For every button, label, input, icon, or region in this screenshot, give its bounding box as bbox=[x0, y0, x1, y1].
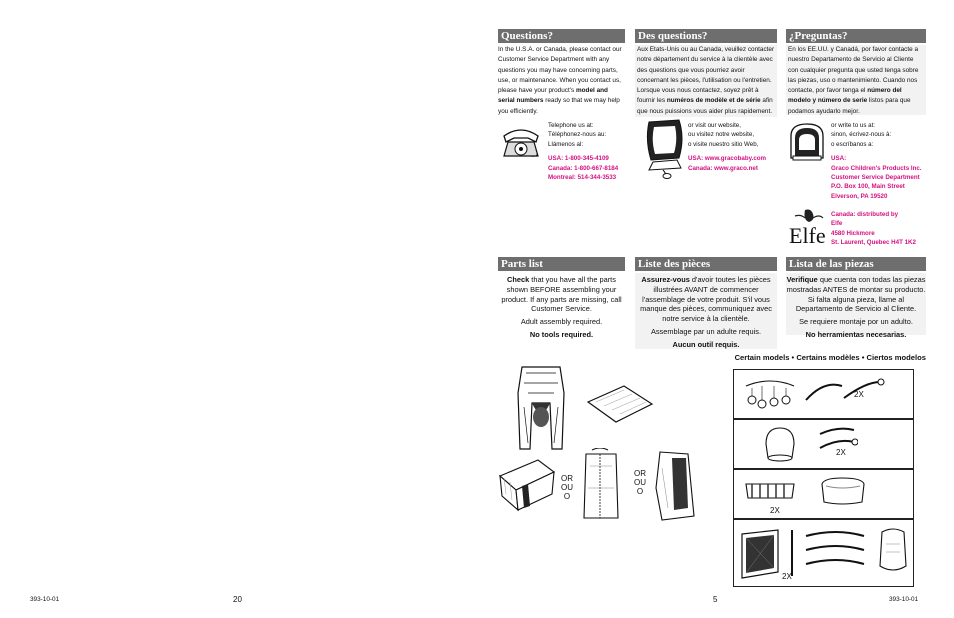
mobile-toys-illustration bbox=[740, 374, 800, 414]
mail-line: o escríbanos a: bbox=[831, 140, 874, 148]
no-tools-note: Aucun outil requis. bbox=[672, 339, 740, 349]
adult-assembly-note: Adult assembly required. bbox=[520, 317, 603, 327]
mail-address-line: Elverson, PA 19520 bbox=[831, 192, 888, 200]
parts-list-header-es: Lista de las piezas bbox=[786, 257, 926, 271]
web-line: o visite nuestro sitio Web, bbox=[688, 140, 759, 148]
footer-code-right: 393-10-01 bbox=[889, 596, 919, 603]
elfe-logo bbox=[787, 206, 827, 250]
phone-number-montreal: Montreal: 514-344-3533 bbox=[548, 174, 617, 182]
adult-assembly-note: Se requiere montaje por un adulto. bbox=[799, 317, 913, 327]
web-line: ou visitez notre website, bbox=[688, 131, 755, 139]
phone-contact bbox=[548, 121, 633, 182]
phone-line: Llámenos al: bbox=[548, 140, 584, 148]
parts-list-body-en: Check that you have all the parts shown BEFORE assembling your product. If any parts are missing, call Customer Service. Adult assembly required. No tools required. bbox=[498, 275, 625, 343]
mail-address-line: P.O. Box 100, Main Street bbox=[831, 183, 905, 191]
quantity-label: 2X bbox=[836, 448, 846, 457]
or-label: OR OU O bbox=[634, 469, 646, 496]
phone-line: Téléphonez-nous au: bbox=[548, 131, 607, 139]
quantity-label: 2X bbox=[854, 390, 864, 399]
canada-address-line: Elfe bbox=[831, 220, 843, 228]
parts-list-body-fr: Assurez-vous d'avoir toutes les pièces illustrées AVANT de commencer l'assemblage de votre produit. S'il vous manque des pièces, communiquez avec notre service à la clientèle. Assemblage par un adulte requis. Aucun outil requis. bbox=[635, 273, 777, 349]
playard-bag-illustration bbox=[652, 448, 698, 522]
quantity-label: 2X bbox=[770, 506, 780, 515]
parts-list-header-fr: Liste des pièces bbox=[635, 257, 777, 271]
canopy-accessory-box bbox=[733, 419, 914, 469]
website-link-usa[interactable]: USA: www.gracobaby.com bbox=[688, 155, 767, 163]
telephone-icon bbox=[500, 122, 542, 160]
questions-header-fr: Des questions? bbox=[635, 29, 777, 43]
mail-address-line: Customer Service Department bbox=[831, 174, 920, 182]
canada-address-line: St. Laurent, Quebec H4T 1K2 bbox=[831, 239, 916, 247]
page-number-right: 5 bbox=[713, 595, 718, 604]
questions-body-fr: Aux Etats-Unis ou au Canada, veuillez contacter notre département du service à la clientèle avec des questions que vous pourriez avoir concernant les pièces, l'utilisation ou l'entretien. Lorsque vous nous contactez, soyez prêt à fournir les numéros de modèle et de série afin que nous puissions vous aider plus rapidement. bbox=[635, 45, 777, 117]
mobile-arm-illustration bbox=[842, 376, 886, 402]
elfe-logo-text: Elfe bbox=[789, 223, 826, 248]
carry-bag-box-illustration bbox=[496, 456, 558, 514]
phone-line: Telephone us at: bbox=[548, 122, 594, 129]
mail-address-line: Graco Children's Products Inc. bbox=[831, 164, 922, 172]
web-contact bbox=[688, 121, 780, 173]
support-tube-illustration bbox=[788, 528, 796, 578]
or-label: OR OU O bbox=[561, 474, 573, 501]
questions-body-en: In the U.S.A. or Canada, please contact our Customer Service Department with any questions you may have concerning parts, use, or maintenance. When you contact us, please have your product's model and serial numbers ready so that we may help you efficiently. bbox=[498, 46, 622, 115]
parts-list-body-es: Verifique que cuenta con todas las piezas mostradas ANTES de montar su producto. Si falta alguna pieza, llame al Departamento de Servicio al Cliente. Se requiere montaje por un adulto. No herramientas necesarias. bbox=[786, 275, 926, 339]
mobile-arm-illustration bbox=[804, 378, 844, 404]
parts-list-header-en: Parts list bbox=[498, 257, 625, 271]
mattress-pad-illustration bbox=[584, 382, 656, 424]
changing-table-illustration bbox=[738, 524, 782, 582]
no-tools-note: No herramientas necesarias. bbox=[805, 329, 907, 339]
mail-line: sinon, écrivez-nous à: bbox=[831, 131, 892, 139]
mail-address-line: USA: bbox=[831, 155, 847, 163]
upright-bag-illustration bbox=[578, 448, 624, 522]
computer-icon bbox=[643, 118, 687, 180]
questions-body-es: En los EE.UU. y Canadá, por favor contacte a nuestro Departamento de Servicio al Cliente con cualquier pregunta que usted tenga sobre las piezas, uso o mantenimiento. Cuando nos contacte, por favor tenga el número del modelo y número de serie listos para que podamos ayudarlo mejor. bbox=[786, 45, 926, 115]
bassinet-liner-illustration bbox=[818, 474, 868, 508]
canada-address-line: 4580 Hickmore bbox=[831, 229, 875, 237]
website-link-canada[interactable]: Canada: www.graco.net bbox=[688, 164, 758, 172]
quantity-label: 2X bbox=[782, 572, 792, 581]
adult-assembly-note: Assemblage par un adulte requis. bbox=[650, 326, 762, 336]
phone-number-usa: USA: 1-800-345-4109 bbox=[548, 155, 609, 163]
questions-header-en: Questions? bbox=[498, 29, 625, 43]
footer-code-left: 393-10-01 bbox=[30, 596, 60, 603]
changer-pad-illustration bbox=[876, 526, 910, 582]
mailbox-icon bbox=[787, 120, 827, 162]
mobile-accessory-box bbox=[733, 369, 914, 419]
changer-bars-illustration bbox=[802, 526, 872, 576]
web-line: or visit our website, bbox=[688, 122, 741, 129]
no-tools-note: No tools required. bbox=[529, 329, 594, 339]
bassinet-frame-illustration bbox=[742, 478, 798, 502]
playard-frame-illustration bbox=[512, 363, 570, 451]
phone-number-canada: Canada: 1-800-667-8184 bbox=[548, 164, 619, 172]
mail-line: or write to us at: bbox=[831, 122, 876, 129]
changer-accessory-box bbox=[733, 519, 914, 587]
canada-address-line: Canada: distributed by bbox=[831, 211, 899, 218]
questions-header-es: ¿Preguntas? bbox=[786, 29, 926, 43]
mail-contact bbox=[831, 121, 931, 201]
canopy-illustration bbox=[762, 424, 798, 464]
bassinet-accessory-box bbox=[733, 469, 914, 519]
certain-models-note: Certain models • Certains modèles • Ciertos modelos bbox=[734, 353, 926, 362]
canada-distributor bbox=[831, 210, 931, 248]
page-number-left: 20 bbox=[233, 595, 242, 604]
